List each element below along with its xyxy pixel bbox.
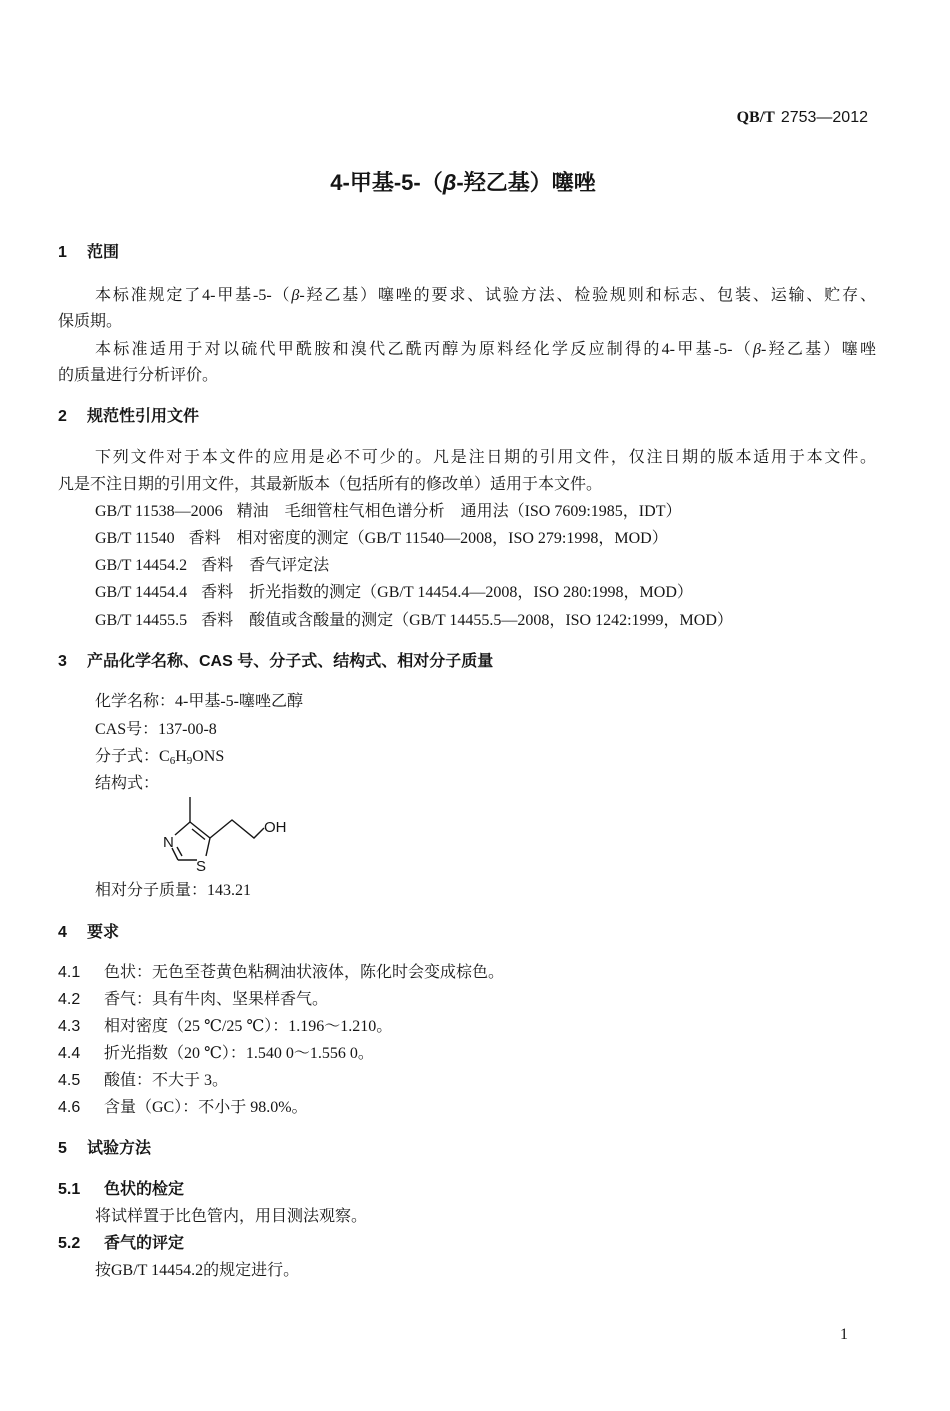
title-after: -羟乙基）噻唑 (456, 170, 596, 195)
molecular-mass-value: 143.21 (207, 882, 252, 899)
section-3-heading: 产品化学名称、CAS 号、分子式、结构式、相对分子质量 (87, 653, 494, 670)
section-4-number: 4 (58, 924, 67, 941)
standard-code-number: 2753—2012 (780, 109, 868, 126)
cas-number (95, 720, 217, 740)
reference-code: GB/T 14455.5 (95, 612, 188, 629)
requirement-number: 4.3 (58, 1018, 81, 1035)
cas-value: 137-00-8 (158, 721, 217, 738)
text-run: 本标准规定了4-甲基-5-（ (95, 287, 292, 304)
section-1-heading: 范围 (87, 244, 120, 261)
section-4-heading: 要求 (87, 924, 120, 941)
scope-paragraph-2-line-2: 的质量进行分析评价。 (58, 367, 219, 384)
ring-double-bond (177, 847, 182, 856)
reference-code: GB/T 11540 (95, 530, 175, 547)
structure-label: 结构式： (95, 775, 160, 792)
reference-title: 相对密度的测定（GB/T 11540—2008，ISO 279:1998，MOD） (236, 530, 668, 547)
beta-symbol: β (291, 287, 300, 304)
reference-code: GB/T 14454.2 (95, 557, 188, 574)
reference-code: GB/T 14454.4 (95, 584, 188, 601)
references-intro-line-2: 凡是不注日期的引用文件，其最新版本（包括所有的修改单）适用于本文件。 (58, 476, 603, 493)
structural-formula (150, 790, 300, 875)
ring-bond (206, 838, 210, 856)
reference-title: 折光指数的测定（GB/T 14454.4—2008，ISO 280:1998，MOD） (249, 584, 693, 601)
title-before: 4-甲基-5-（ (330, 170, 443, 195)
molecular-mass (95, 881, 251, 901)
scope-paragraph-2-line-1 (95, 340, 876, 360)
formula-rest: ONS (192, 748, 225, 765)
subsection-heading: 色状的检定 (104, 1181, 185, 1198)
requirement-number: 4.5 (58, 1072, 81, 1089)
section-2-number: 2 (58, 408, 67, 425)
section-5-number: 5 (58, 1140, 67, 1157)
text-run: -羟乙基）噻唑 (760, 341, 876, 358)
reference-item (95, 583, 693, 603)
page-number: 1 (840, 1326, 848, 1343)
reference-category: 香料 (188, 530, 221, 547)
standard-code (737, 108, 868, 128)
reference-category: 香料 (201, 557, 234, 574)
chemical-name-value: 4-甲基-5-噻唑乙醇 (175, 693, 304, 710)
reference-category: 香料 (201, 584, 234, 601)
reference-item (95, 611, 733, 631)
subsection-text: 按GB/T 14454.2的规定进行。 (95, 1262, 300, 1279)
subsection-text: 将试样置于比色管内，用目测法观察。 (95, 1208, 368, 1225)
text-run: 本标准适用于对以硫代甲酰胺和溴代乙酰丙醇为原料经化学反应制得的4-甲基-5-（ (95, 341, 754, 358)
standard-code-prefix: QB/T (736, 109, 775, 126)
formula-label: 分子式： (95, 748, 160, 765)
formula-h-count: 9 (186, 755, 193, 767)
requirement-number: 4.4 (58, 1045, 81, 1062)
reference-title: 毛细管柱气相色谱分析 通用法（ISO 7609:1985，IDT） (284, 503, 682, 520)
requirement-text: 相对密度（25 ℃/25 ℃）：1.196～1.210。 (104, 1018, 393, 1035)
reference-item (95, 502, 681, 522)
reference-item (95, 556, 329, 576)
requirement-number: 4.6 (58, 1099, 81, 1116)
formula-c: C (159, 748, 170, 765)
formula-h: H (175, 748, 187, 765)
subsection-heading: 香气的评定 (104, 1235, 185, 1252)
subsection-number: 5.1 (58, 1181, 81, 1198)
reference-category: 精油 (236, 503, 269, 520)
sulfur-atom: S (196, 858, 207, 875)
requirement-text: 折光指数（20 ℃）：1.540 0～1.556 0。 (104, 1045, 374, 1062)
molecular-formula (95, 747, 224, 767)
requirement-text: 酸值：不大于 3。 (104, 1072, 229, 1089)
section-2-heading: 规范性引用文件 (87, 408, 200, 425)
ring-bond (175, 822, 190, 835)
beta-symbol: β (753, 341, 761, 358)
title-beta: β (442, 170, 457, 195)
requirement-text: 色状：无色至苍黄色粘稠油状液体，陈化时会变成棕色。 (104, 964, 505, 981)
text-run: -羟乙基）噻唑的要求、试验方法、检验规则和标志、包装、运输、贮存、 (299, 287, 876, 304)
molecular-mass-label: 相对分子质量： (95, 882, 208, 899)
requirement-text: 香气：具有牛肉、坚果样香气。 (104, 991, 329, 1008)
chemical-name (95, 692, 303, 712)
ring-double-bond (192, 829, 205, 840)
side-chain-bonds (210, 820, 264, 838)
reference-code: GB/T 11538—2006 (95, 503, 223, 520)
page-title (0, 169, 926, 197)
scope-paragraph-1-line-1 (95, 286, 876, 306)
section-1-number: 1 (58, 244, 67, 261)
requirement-number: 4.2 (58, 991, 81, 1008)
references-intro-line-1: 下列文件对于本文件的应用是必不可少的。凡是注日期的引用文件，仅注日期的版本适用于本文件。 (95, 449, 876, 466)
hydroxyl-group: OH (264, 819, 287, 836)
formula-c-count: 6 (169, 755, 176, 767)
section-5-heading: 试验方法 (87, 1140, 152, 1157)
reference-title: 酸值或含酸量的测定（GB/T 14455.5—2008，ISO 1242:1999，MOD） (249, 612, 733, 629)
reference-item (95, 529, 668, 549)
scope-paragraph-1-line-2: 保质期。 (58, 313, 123, 330)
reference-title: 香气评定法 (249, 557, 330, 574)
nitrogen-atom: N (163, 834, 174, 851)
reference-category: 香料 (201, 612, 234, 629)
requirement-text: 含量（GC）：不小于 98.0%。 (104, 1099, 308, 1116)
subsection-number: 5.2 (58, 1235, 81, 1252)
section-3-number: 3 (58, 653, 67, 670)
requirement-number: 4.1 (58, 964, 81, 981)
cas-label: CAS号： (95, 721, 159, 738)
chemical-name-label: 化学名称： (95, 693, 176, 710)
